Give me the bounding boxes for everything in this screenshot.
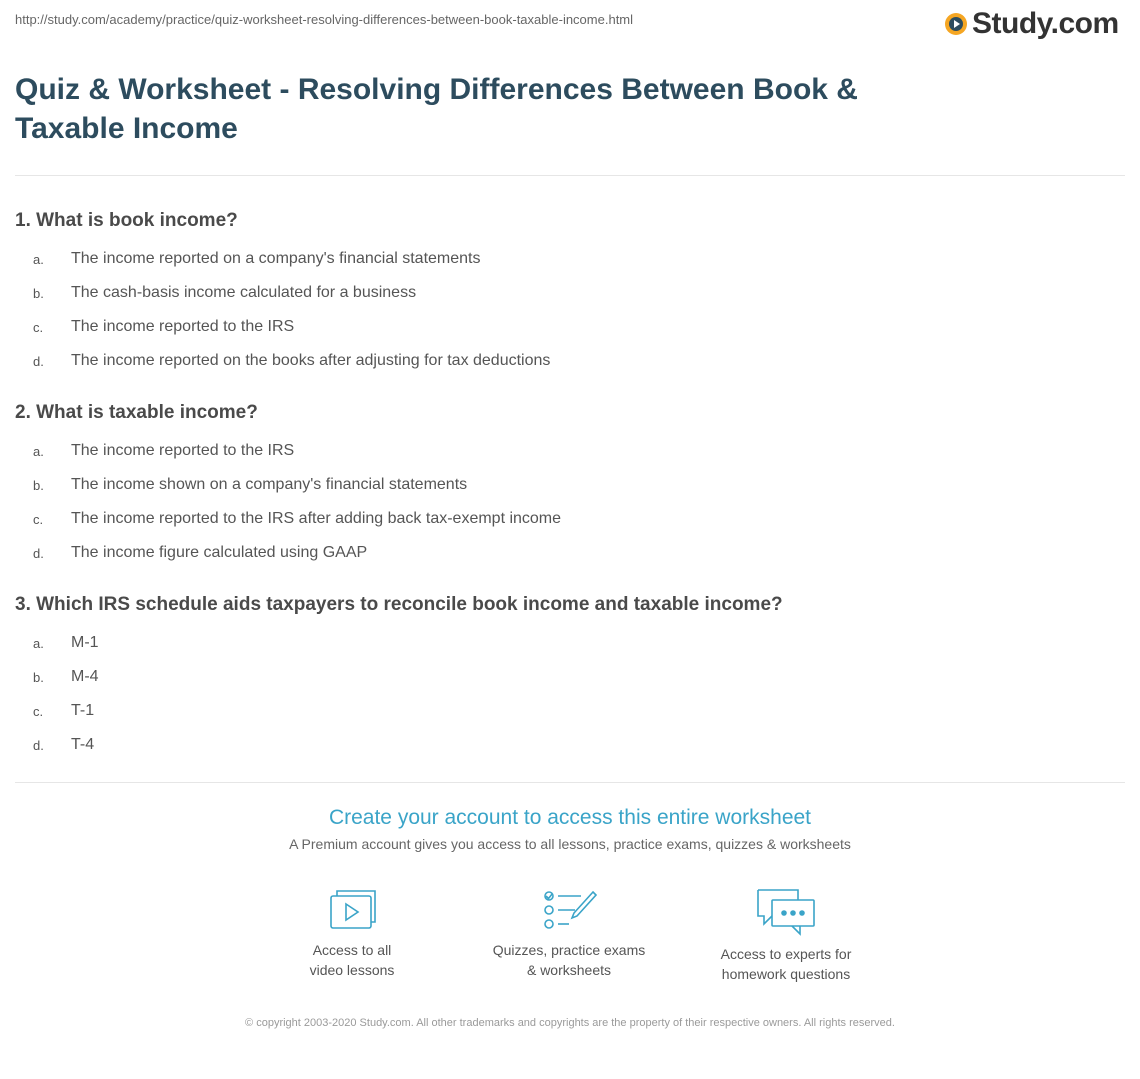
answer-option[interactable] (15, 626, 1125, 660)
answer-text: T-1 (71, 702, 95, 719)
answer-option[interactable] (15, 434, 1125, 468)
feature-quizzes (469, 886, 669, 980)
video-lesson-icon (325, 886, 379, 934)
question-text: 2. What is taxable income? (15, 402, 258, 423)
answer-letter: c. (33, 511, 44, 527)
create-account-link[interactable]: Create your account to access this entire worksheet (328, 806, 812, 829)
question-2 (15, 400, 1125, 570)
answer-letter: a. (33, 443, 44, 459)
quiz-questions (15, 208, 1125, 784)
answer-text: T-4 (71, 736, 95, 753)
cta-subtitle: A Premium account gives you access to all lessons, practice exams, quizzes & worksheets (289, 836, 851, 852)
question-text: 3. Which IRS schedule aids taxpayers to reconcile book income and taxable income? (15, 594, 783, 615)
answer-letter: a. (33, 635, 44, 651)
question-3 (15, 592, 1125, 762)
answer-letter: c. (33, 703, 44, 719)
answer-text: The income reported to the IRS (71, 442, 295, 459)
answer-letter: b. (33, 477, 44, 493)
answer-option[interactable] (15, 502, 1125, 536)
answer-letter: c. (33, 319, 44, 335)
answer-text: The income reported to the IRS (71, 318, 295, 335)
question-text: 1. What is book income? (15, 210, 238, 231)
answer-text: The income reported to the IRS after adding back tax-exempt income (71, 510, 562, 527)
divider-bottom (15, 782, 1125, 783)
answer-text: The cash-basis income calculated for a business (71, 284, 417, 301)
answer-option[interactable] (15, 694, 1125, 728)
divider-top (15, 175, 1125, 176)
answer-option[interactable] (15, 468, 1125, 502)
study-logo[interactable] (944, 7, 1119, 41)
logo-text: Study.com (972, 7, 1119, 40)
feature-label: Quizzes, practice exams & worksheets (492, 942, 646, 978)
create-account-cta (0, 804, 1140, 852)
answer-option[interactable] (15, 242, 1125, 276)
answer-option[interactable] (15, 536, 1125, 570)
page-title: Quiz & Worksheet - Resolving Differences Between Book & Taxable Income (15, 73, 858, 145)
answer-option[interactable] (15, 660, 1125, 694)
page-url: http://study.com/academy/practice/quiz-worksheet-resolving-differences-between-book-taxable-income.html (15, 12, 634, 27)
answer-text: The income reported on a company's financial statements (71, 250, 481, 267)
play-logo-icon (944, 12, 968, 36)
answer-text: M-4 (71, 668, 99, 685)
answer-letter: a. (33, 251, 44, 267)
feature-label: Access to all video lessons (309, 942, 395, 978)
answer-option[interactable] (15, 276, 1125, 310)
answer-text: The income reported on the books after adjusting for tax deductions (71, 352, 551, 369)
answer-text: M-1 (71, 634, 99, 651)
answer-option[interactable] (15, 728, 1125, 762)
chat-bubbles-icon (754, 886, 818, 938)
answer-letter: b. (33, 669, 44, 685)
answer-letter: d. (33, 353, 44, 369)
quiz-checklist-icon (541, 886, 597, 934)
answer-letter: d. (33, 545, 44, 561)
answer-option[interactable] (15, 344, 1125, 378)
copyright-notice: © copyright 2003-2020 Study.com. All other trademarks and copyrights are the property of their respective owners. All rights reserved. (245, 1017, 895, 1029)
feature-experts (686, 886, 886, 984)
answer-letter: d. (33, 737, 44, 753)
answer-text: The income figure calculated using GAAP (71, 544, 368, 561)
answer-option[interactable] (15, 310, 1125, 344)
question-1 (15, 208, 1125, 378)
feature-label: Access to experts for homework questions (720, 946, 852, 982)
answer-text: The income shown on a company's financial statements (71, 476, 468, 493)
feature-video-lessons (252, 886, 452, 980)
answer-letter: b. (33, 285, 44, 301)
